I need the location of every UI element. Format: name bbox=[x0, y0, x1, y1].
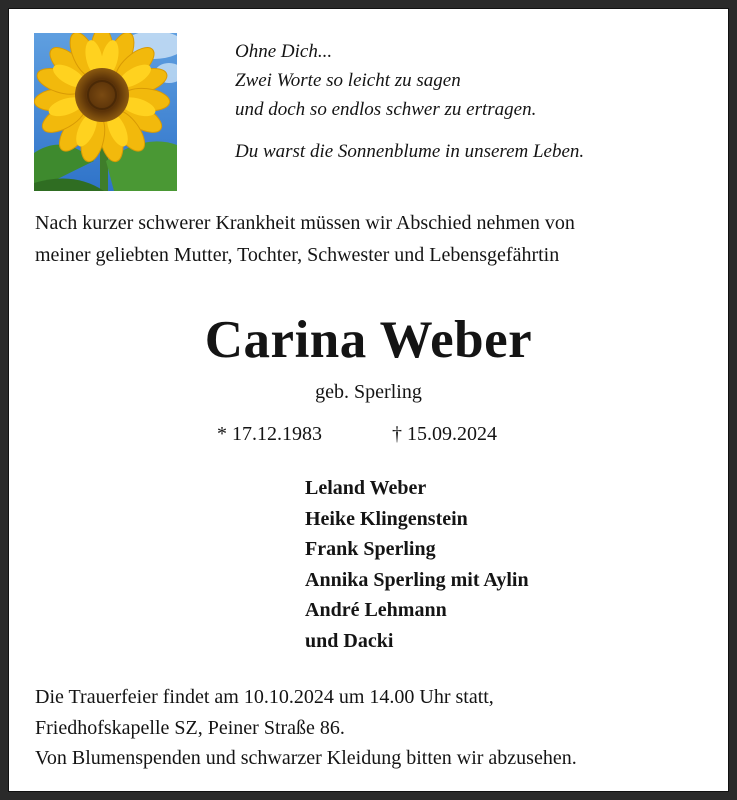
mourner: und Dacki bbox=[305, 629, 394, 652]
mourner: Leland Weber bbox=[305, 477, 427, 499]
poem-line: Ohne Dich... bbox=[235, 41, 333, 62]
birth-date: * 17.12.1983 bbox=[217, 423, 322, 445]
mourner: Heike Klingenstein bbox=[305, 507, 468, 530]
death-date: † 15.09.2024 bbox=[392, 423, 497, 445]
footer-line: Von Blumenspenden und schwarzer Kleidung bitten wir abzusehen. bbox=[35, 747, 577, 769]
intro-line: meiner geliebten Mutter, Tochter, Schwester und Lebensgefährtin bbox=[35, 244, 560, 266]
sunflower-photo bbox=[34, 33, 177, 191]
poem bbox=[235, 37, 584, 166]
mourner: André Lehmann bbox=[305, 599, 447, 621]
intro-text bbox=[35, 207, 575, 271]
poem-line: Du warst die Sonnenblume in unserem Leben. bbox=[235, 141, 585, 162]
footer-line: Friedhofskapelle SZ, Peiner Straße 86. bbox=[35, 716, 345, 739]
funeral-info bbox=[35, 682, 577, 774]
obituary-notice bbox=[8, 8, 729, 792]
sunflower-icon bbox=[34, 33, 177, 191]
intro-line: Nach kurzer schwerer Krankheit müssen wir Abschied nehmen von bbox=[35, 212, 575, 234]
poem-line: und doch so endlos schwer zu ertragen. bbox=[235, 99, 537, 120]
mourner: Frank Sperling bbox=[305, 538, 436, 560]
mourner: Annika Sperling mit Aylin bbox=[305, 568, 529, 591]
footer-line: Die Trauerfeier findet am 10.10.2024 um 14.00 Uhr statt, bbox=[35, 686, 494, 708]
poem-line: Zwei Worte so leicht zu sagen bbox=[235, 70, 461, 91]
deceased-name: Carina Weber bbox=[204, 311, 533, 369]
birth-name: geb. Sperling bbox=[315, 381, 422, 403]
mourners-list bbox=[305, 473, 529, 656]
